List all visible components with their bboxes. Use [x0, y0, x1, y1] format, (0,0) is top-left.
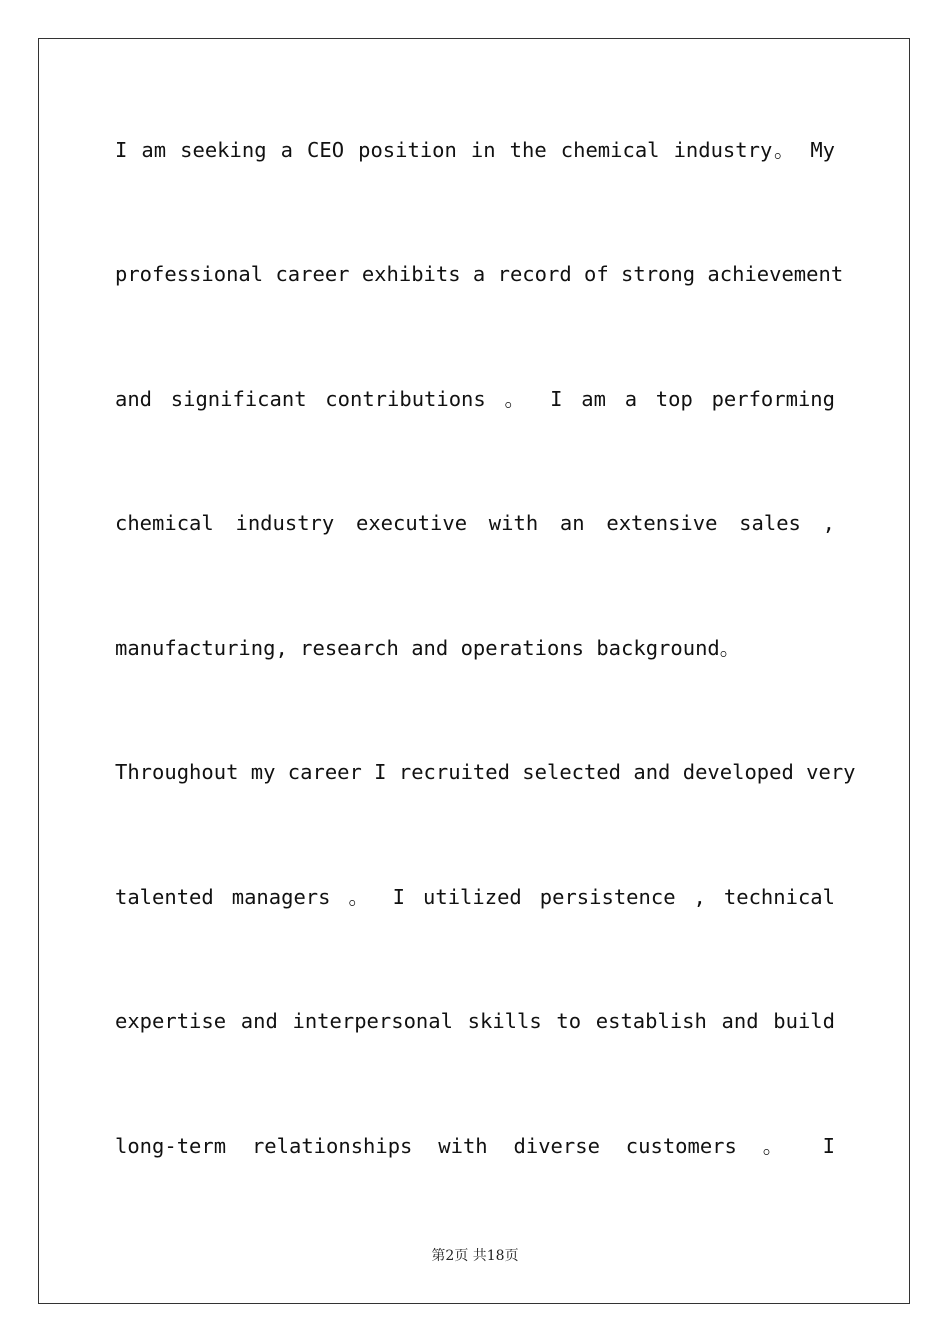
body-text-line-2: professional career exhibits a record of strong achievement	[115, 262, 844, 286]
body-text-line-1: I am seeking a CEO position in the chemical industry。 My	[115, 138, 835, 162]
page-border	[38, 38, 910, 1304]
body-text-line-9: long-term relationships with diverse customers 。 I	[115, 1134, 835, 1158]
body-text-line-4: chemical industry executive with an extensive sales ,	[115, 511, 835, 535]
body-text-line-8: expertise and interpersonal skills to establish and build	[115, 1009, 835, 1033]
body-text-line-6: Throughout my career I recruited selected and developed very	[115, 760, 856, 784]
page-number-footer: 第2页 共18页	[431, 1248, 519, 1264]
body-text-line-3: and significant contributions 。 I am a top performing	[115, 387, 835, 411]
body-text-line-5: manufacturing, research and operations background。	[115, 636, 741, 660]
body-text-line-7: talented managers 。 I utilized persistence , technical	[115, 885, 835, 909]
